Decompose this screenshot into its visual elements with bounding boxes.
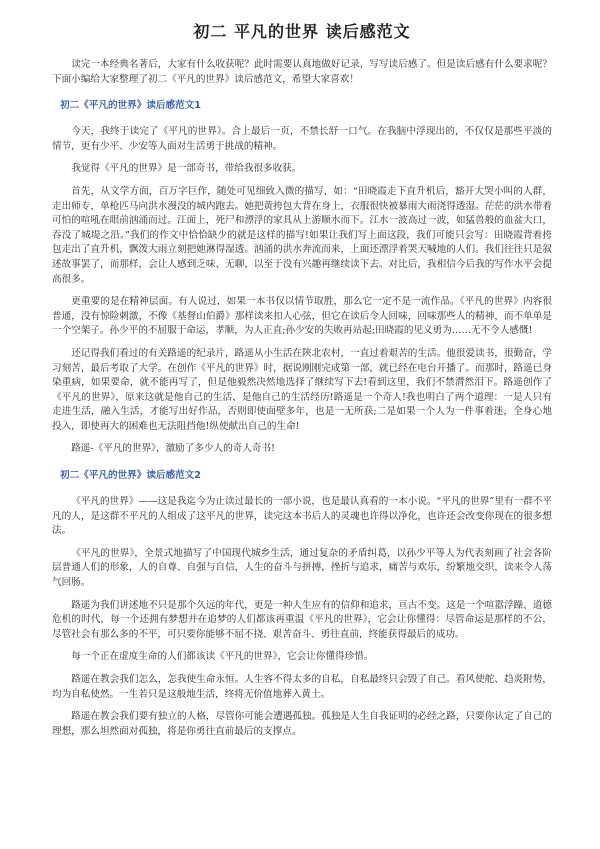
section-2-paragraph: 《平凡的世界》，全景式地描写了中国现代城乡生活，通过复杂的矛盾纠葛，以孙少平等人为代表刻画了社会各阶层普通人们的形象，人的自尊、自强与自信，人生的奋斗与拼搏，挫折与追求，痛苦与欢乐，纷繁地交织，读来令人荡气回肠。 (52, 547, 552, 589)
section-2-paragraph: 路遥在教会我们要有独立的人格，尽管你可能会遭遇孤独。孤独是人生自我证明的必经之路，只要你认定了自己的理想，那么坦然面对孤独，将是你勇往直前最后的支撑点。 (52, 711, 552, 737)
section-1-heading: 初二《平凡的世界》读后感范文1 (60, 100, 201, 112)
section-2-paragraph: 《平凡的世界》——这是我迄今为止读过最长的一部小说，也是最认真看的一本小说。“平凡的世界”里有一群不平凡的人，是这群不平凡的人组成了这平凡的世界，读完这本书后人的灵魂也许得以净化，也许还会改变你现在的很多想法。 (52, 496, 552, 537)
section-2-heading: 初二《平凡的世界》读后感范文2 (60, 470, 201, 482)
section-1-paragraph: 今天，我终于读完了《平凡的世界》。合上最后一页，不禁长舒一口气。在我脑中浮现出的，不仅仅是那些平淡的情节，更有少平、少安等人面对生活勇于挑战的精神。 (52, 126, 552, 152)
section-1-paragraph: 首先，从文学方面，百万字巨作，随处可见细致入微的描写，如：“田晓霞走下直升机后，豁开大哭小叫的人群，走出师专，单枪匹马向洪水漫没的城内跑去。她把黄挎包大背在身上，衣服很快被暴雨大雨浇得透湿。茫茫的洪水带着可怕的喧吼在眼前汹涌而过。江面上，死尸和漂浮的家具从上游顺水而下。江水一波高过一波，如猛兽般的血盆大口，吞没了城堤之沿。”我们的作文中恰恰缺少的就是这样的描写!如果让我们写上面这段，我们可能只会写：田晓霞背着挎包走出了直升机，飘泼大雨立刻把她淋得湿透。汹涌的洪水奔流而来，上面还漂浮着哭天喊地的人们。我们往往只是叙述故事罢了，而那样，会让人感到乏味、无聊，以至于没有兴趣再继续读下去。对比后，我相信今后我的写作水平会提高很多。 (52, 185, 552, 285)
page-title: 初二 平凡的世界 读后感范文 (193, 22, 411, 41)
section-2-paragraph: 路遥在教会我们怎么，怎我使生命永恒。人生容不得太多的自私，自私最终只会毁了自己。看风使舵、趋炎附势，均为自私使然。一生若只是这般地生活，终将无价值地葬入黄土。 (52, 674, 552, 700)
intro-paragraph: 读完一本经典名著后，大家有什么收获呢？此时需要认真地做好记录，写写读后感了。但是读后感有什么要求呢？下面小编给大家整理了初二《平凡的世界》读后感范文，希望大家喜欢！ (52, 59, 552, 85)
section-2-paragraph: 路遥为我们讲述地不只是那个久远的年代，更是一种人生应有的信仰和追求，亘古不变。这是一个喧嚣浮躁、道德危机的时代，每一个还拥有梦想并在追梦的人们都该再重温《平凡的世界》，它会让你懂得：尽管命运是那样的不公，尽管社会有那么多的不平，可只要你能够不屈不挠、艰苦奋斗、勇往直前，终能获得最后的成功。 (52, 599, 552, 640)
section-1-paragraph: 路遥-《平凡的世界》，激励了多少人的奇人奇书! (71, 443, 275, 455)
section-1-paragraph: 还记得我们看过的有关路遥的纪录片，路遥从小生活在陕北农村，一直过着艰苦的生活。他很爱读书，很勤奋，学习刻苦，最后考取了大学。在创作《平凡的世界》时，据说刚刚完成第一部，就已经在电台开播了。而那时，路遥已身染重病，如果要命，就不能再写了，但是他毅然决然地选择了继续写下去!看到这里，我们不禁潸然泪下。路遥创作了《平凡的世界》，原来这就是他自己的生活，是他自己的生活经历!路遥是一个奇人!我也明白了两个道理：一是人只有走进生活，融入生活，才能写出好作品，否则即使面壁多年，也是一无所获;二是如果一个人为一件事着迷，全身心地投入，即使再大的困难也无法阻挡他!纵使献出自己的生命! (52, 347, 552, 432)
section-2-paragraph: 每一个正在虚度生命的人们都该读《平凡的世界》，它会让你懂得珍惜。 (71, 651, 374, 663)
section-1-paragraph: 我觉得《平凡的世界》是一部奇书，带给我很多收获。 (71, 163, 302, 175)
section-1-paragraph: 更重要的是在精神层面。有人说过，如果一本书仅以情节取胜，那么它一定不是一流作品。《平凡的世界》内容很普通，没有惊险刺激，不像《基督山伯爵》那样读来扣人心弦，但它在读后令人回味，回味那些人的精神，而不单单是一个空架子。孙少平的不屈服于命运，孝顺，为人正直;孙少安的失败再站起;田晓霞的见义勇为……无不令人感慨! (52, 296, 552, 337)
